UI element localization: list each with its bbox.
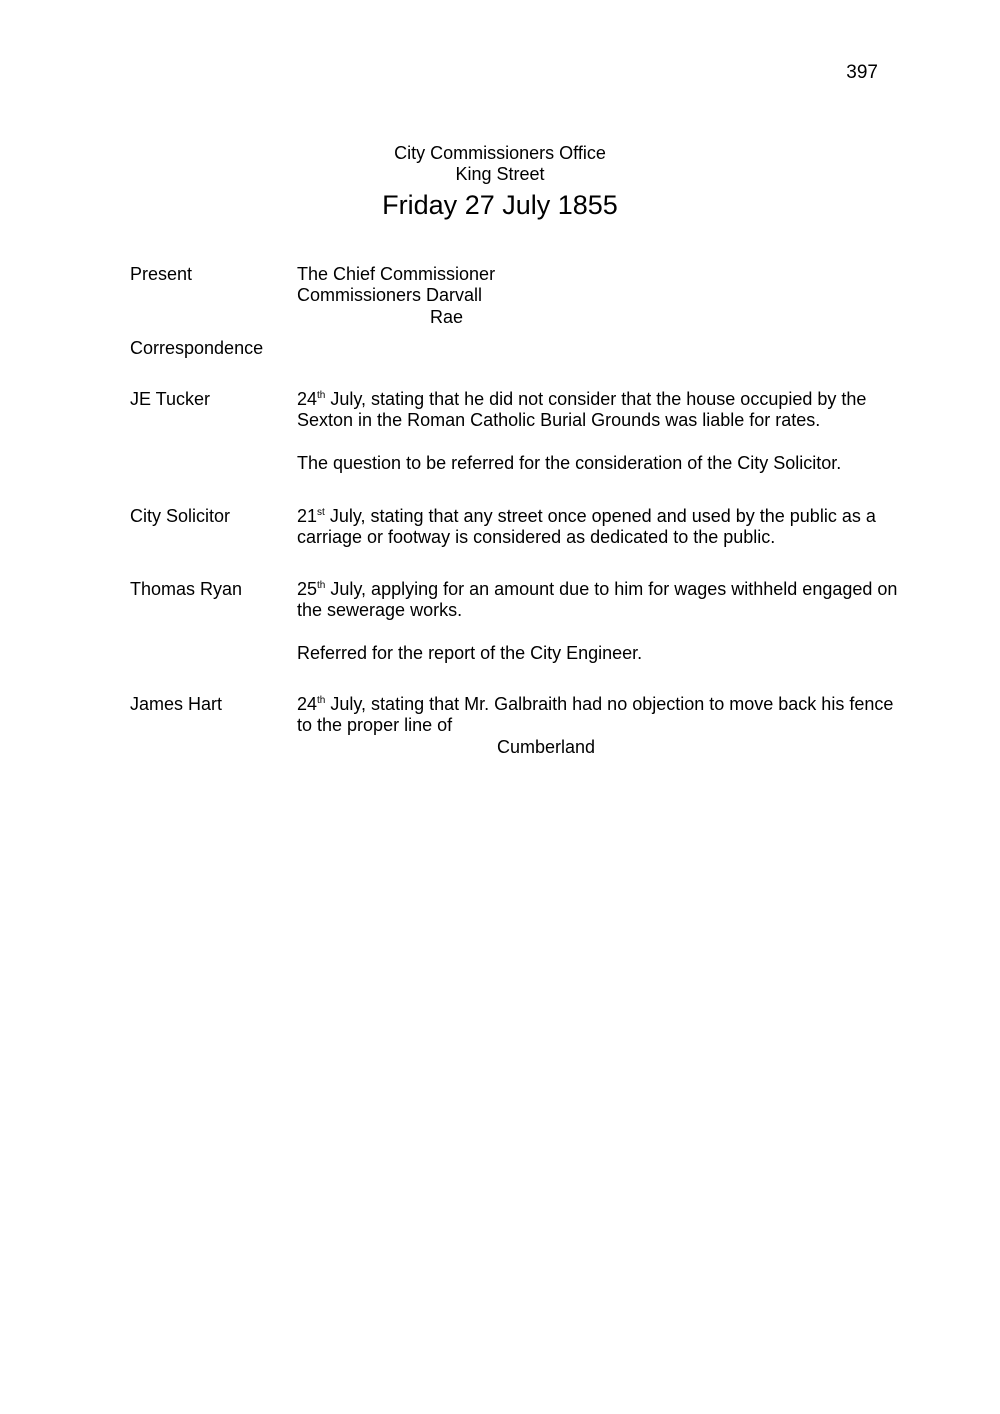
entry-day: 25	[297, 579, 318, 599]
present-rae: Rae	[430, 307, 464, 327]
entry-name: JE Tucker	[130, 389, 211, 409]
street-name: King Street	[455, 164, 545, 184]
present-chief: The Chief Commissioner	[297, 264, 496, 284]
entry-day: 24	[297, 389, 318, 409]
page-header	[0, 143, 1000, 222]
entry-day-suffix: th	[317, 580, 326, 591]
entry-body: July, stating that Mr. Galbraith had no objection to move back his fence to the proper line of	[297, 694, 894, 735]
page-number: 397	[846, 62, 878, 83]
entry-day: 21	[297, 506, 318, 526]
catchword: Cumberland	[497, 737, 596, 757]
entry-body: July, stating that any street once opened and used by the public as a carriage or footway is considered as dedicated to the public.	[297, 506, 876, 547]
entry-text	[297, 579, 907, 621]
present-label: Present	[130, 264, 193, 284]
entry-text	[297, 694, 907, 736]
entry-name: City Solicitor	[130, 506, 231, 526]
present-commissioners: Commissioners Darvall	[297, 285, 483, 305]
entry-note: Referred for the report of the City Engineer.	[297, 643, 643, 663]
entry-day-suffix: th	[317, 390, 326, 401]
entry-day-suffix: th	[317, 695, 326, 706]
entry-text	[297, 506, 907, 548]
entry-name: James Hart	[130, 694, 223, 714]
meeting-date: Friday 27 July 1855	[382, 190, 618, 220]
entry-body: July, stating that he did not consider that the house occupied by the Sexton in the Roman Catholic Burial Grounds was liable for rates.	[297, 389, 867, 430]
office-name: City Commissioners Office	[394, 143, 606, 163]
entry-day: 24	[297, 694, 318, 714]
entry-day-suffix: st	[317, 507, 325, 518]
correspondence-heading: Correspondence	[130, 338, 264, 358]
entry-body: July, applying for an amount due to him for wages withheld engaged on the sewerage works.	[297, 579, 898, 620]
entry-note: The question to be referred for the consideration of the City Solicitor.	[297, 453, 842, 473]
entry-text	[297, 389, 907, 431]
entry-name: Thomas Ryan	[130, 579, 243, 599]
